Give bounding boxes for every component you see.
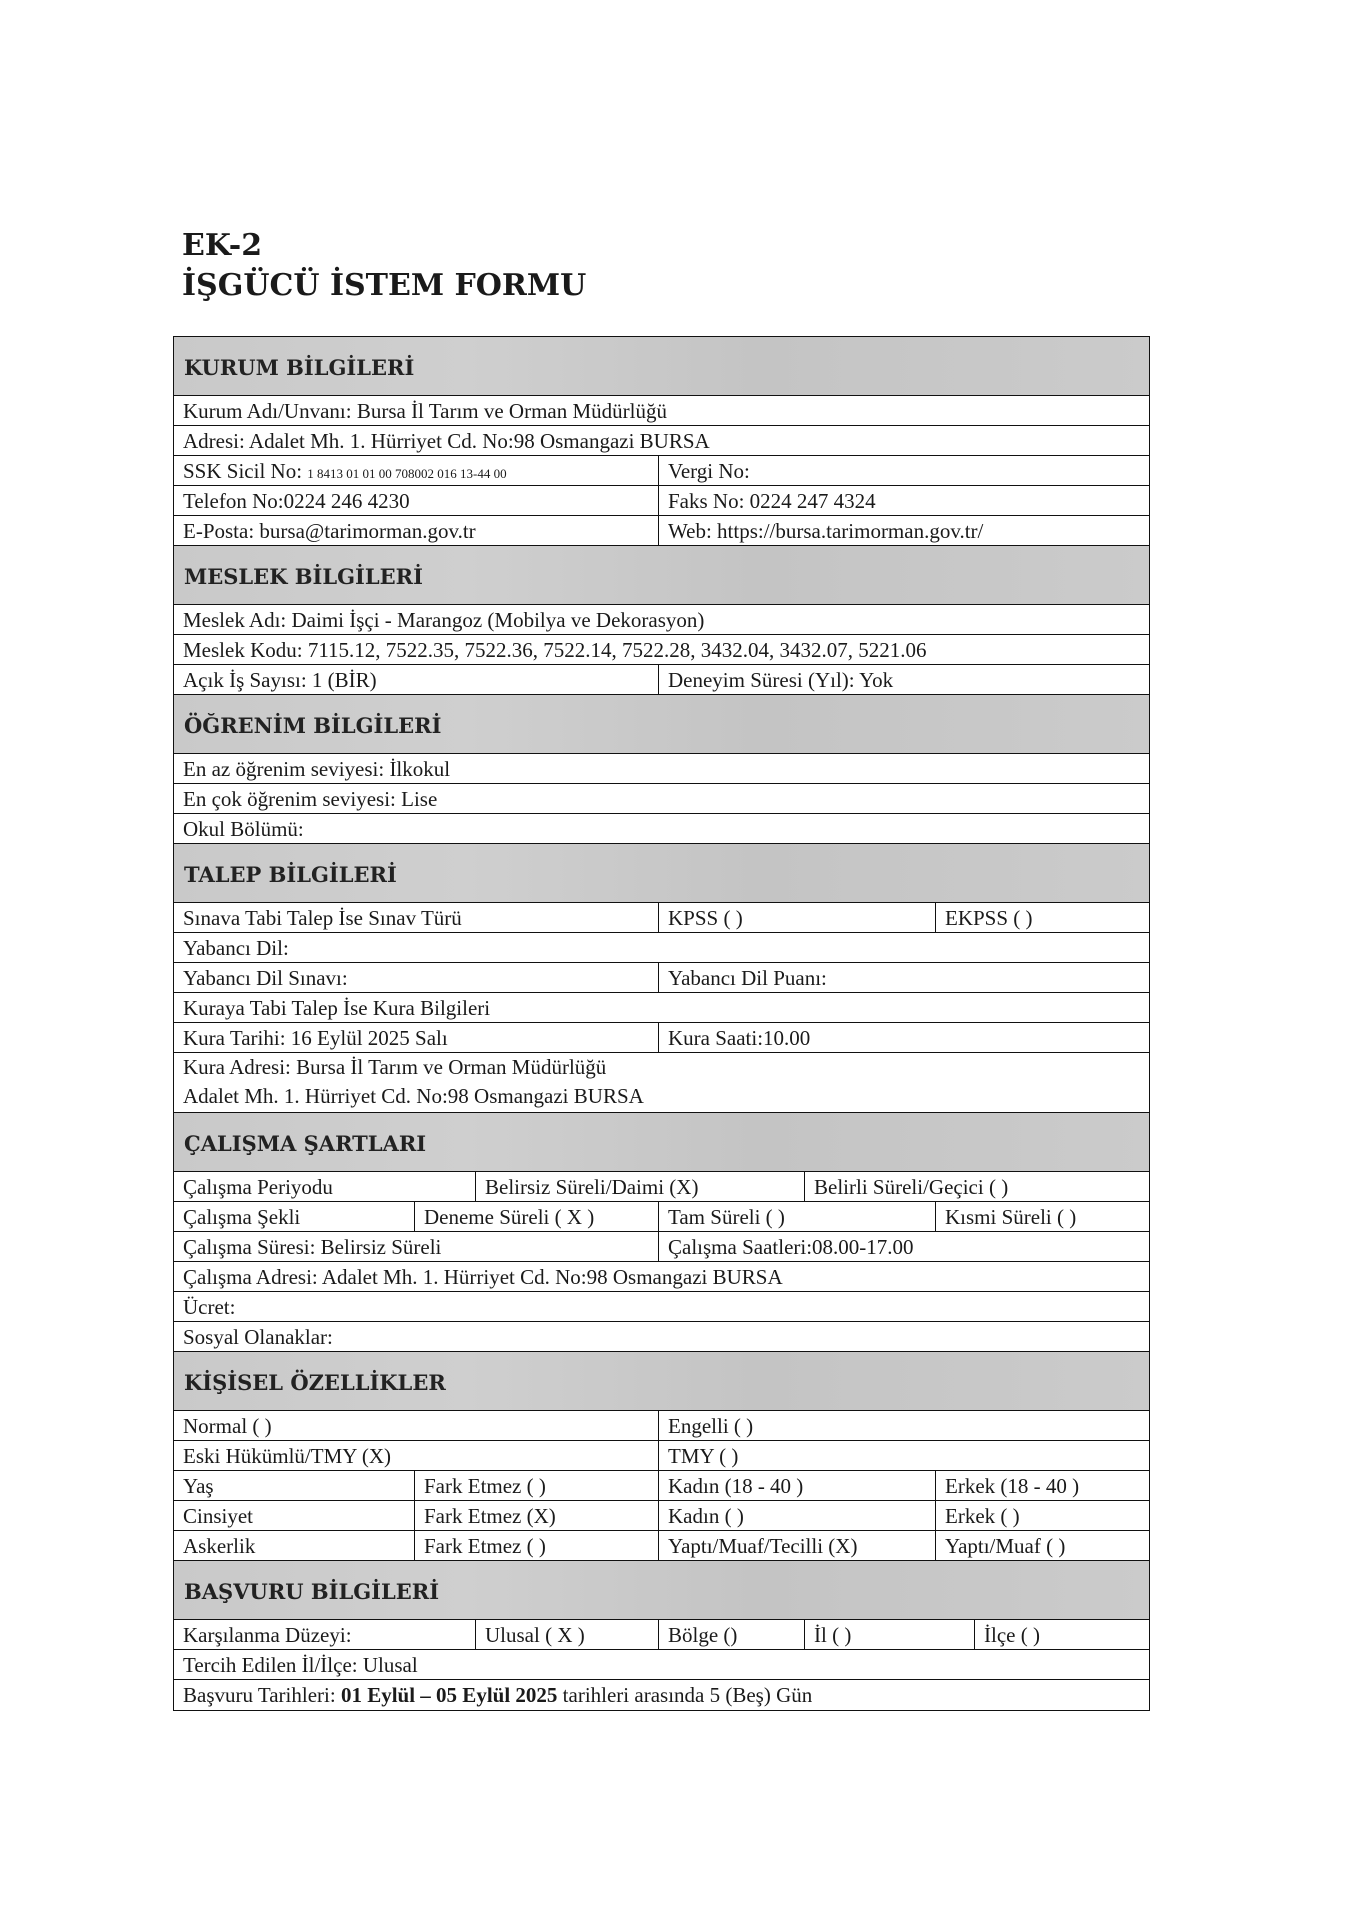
ucret: Ücret:: [183, 1295, 236, 1319]
okul-bolumu: Okul Bölümü:: [183, 817, 304, 841]
telefon-no: Telefon No:0224 246 4230: [183, 489, 410, 513]
meslek-kodu: Meslek Kodu: 7115.12, 7522.35, 7522.36, 7522.14, 7522.28, 3432.04, 3432.07, 5221.06: [183, 638, 927, 662]
kura-adresi-line-2: Adalet Mh. 1. Hürriyet Cd. No:98 Osmangazi BURSA: [183, 1084, 644, 1108]
il-option: İl ( ): [804, 1620, 974, 1649]
calisma-suresi: Çalışma Süresi: Belirsiz Süreli: [183, 1235, 442, 1259]
basvuru-tarih-araligi: 01 Eylül – 05 Eylül 2025: [340, 1683, 558, 1707]
cinsiyet-kadin: Kadın ( ): [658, 1501, 935, 1530]
askerlik-label: Askerlik: [183, 1534, 256, 1558]
kismi-sureli-option: Kısmi Süreli ( ): [935, 1202, 1149, 1231]
kura-bilgileri: Kuraya Tabi Talep İse Kura Bilgileri: [183, 996, 491, 1020]
vergi-no: Vergi No:: [658, 456, 1149, 485]
askerlik-yapti-muaf-tecilli: Yaptı/Muaf/Tecilli (X): [658, 1531, 935, 1560]
calisma-periyodu-label: Çalışma Periyodu: [183, 1175, 333, 1199]
calisma-saatleri: Çalışma Saatleri:08.00-17.00: [658, 1232, 1149, 1261]
kura-tarihi: Kura Tarihi: 16 Eylül 2025 Salı: [183, 1026, 448, 1050]
yas-label: Yaş: [183, 1474, 214, 1498]
section-heading-meslek: MESLEK BİLGİLERİ: [174, 546, 1149, 605]
kura-adresi: [174, 1053, 1149, 1112]
en-az-ogrenim: En az öğrenim seviyesi: İlkokul: [183, 757, 451, 781]
askerlik-fark-etmez: Fark Etmez ( ): [414, 1531, 658, 1560]
cinsiyet-fark-etmez: Fark Etmez (X): [414, 1501, 658, 1530]
askerlik-yapti-muaf: Yaptı/Muaf ( ): [935, 1531, 1149, 1560]
form-title: İŞGÜCÜ İSTEM FORMU: [182, 268, 587, 303]
kurum-adi: Kurum Adı/Unvanı: Bursa İl Tarım ve Orman Müdürlüğü: [183, 399, 667, 423]
sosyal-olanaklar: Sosyal Olanaklar:: [183, 1325, 333, 1349]
engelli-option: Engelli ( ): [658, 1411, 1149, 1440]
annex-label: EK-2: [182, 228, 263, 263]
cinsiyet-label: Cinsiyet: [183, 1504, 254, 1528]
ssk-sicil-no: SSK Sicil No: 1 8413 01 01 00 708002 016 13-44 00: [183, 459, 507, 483]
yabanci-dil-sinavi: Yabancı Dil Sınavı:: [183, 966, 348, 990]
tam-sureli-option: Tam Süreli ( ): [658, 1202, 935, 1231]
deneme-sureli-option: Deneme Süreli ( X ): [414, 1202, 658, 1231]
section-heading-basvuru: BAŞVURU BİLGİLERİ: [174, 1561, 1149, 1620]
yabanci-dil: Yabancı Dil:: [183, 936, 289, 960]
ilce-option: İlçe ( ): [974, 1620, 1149, 1649]
yabanci-dil-puani: Yabancı Dil Puanı:: [658, 963, 1149, 992]
yas-kadin: Kadın (18 - 40 ): [658, 1471, 935, 1500]
bolge-option: Bölge (): [658, 1620, 804, 1649]
acik-is-sayisi: Açık İş Sayısı: 1 (BİR): [183, 668, 377, 692]
cinsiyet-erkek: Erkek ( ): [935, 1501, 1149, 1530]
kpss-option: KPSS ( ): [658, 903, 935, 932]
ulusal-option: Ulusal ( X ): [475, 1620, 658, 1649]
section-heading-kurum: KURUM BİLGİLERİ: [174, 337, 1149, 396]
eski-hukumlu-option: Eski Hükümlü/TMY (X): [183, 1444, 392, 1468]
e-posta: E-Posta: bursa@tarimorman.gov.tr: [183, 519, 476, 543]
sinav-turu-label: Sınava Tabi Talep İse Sınav Türü: [183, 906, 462, 930]
ekpss-option: EKPSS ( ): [935, 903, 1149, 932]
section-heading-ogrenim: ÖĞRENİM BİLGİLERİ: [174, 695, 1149, 754]
belirsiz-sureli-option: Belirsiz Süreli/Daimi (X): [475, 1172, 804, 1201]
tercih-edilen-il-ilce: Tercih Edilen İl/İlçe: Ulusal: [183, 1653, 418, 1677]
belirli-sureli-option: Belirli Süreli/Geçici ( ): [804, 1172, 1149, 1201]
yas-fark-etmez: Fark Etmez ( ): [414, 1471, 658, 1500]
normal-option: Normal ( ): [183, 1414, 272, 1438]
deneyim-suresi: Deneyim Süresi (Yıl): Yok: [658, 665, 1149, 694]
meslek-adi: Meslek Adı: Daimi İşçi - Marangoz (Mobilya ve Dekorasyon): [183, 608, 705, 632]
calisma-sekli-label: Çalışma Şekli: [183, 1205, 301, 1229]
calisma-adresi: Çalışma Adresi: Adalet Mh. 1. Hürriyet Cd. No:98 Osmangazi BURSA: [183, 1265, 783, 1289]
yas-erkek: Erkek (18 - 40 ): [935, 1471, 1149, 1500]
web-address: Web: https://bursa.tarimorman.gov.tr/: [658, 516, 1149, 545]
kurum-adres: Adresi: Adalet Mh. 1. Hürriyet Cd. No:98 Osmangazi BURSA: [183, 429, 710, 453]
basvuru-tarihleri: Başvuru Tarihleri: 01 Eylül – 05 Eylül 2025 tarihleri arasında 5 (Beş) Gün: [183, 1683, 813, 1707]
en-cok-ogrenim: En çok öğrenim seviyesi: Lise: [183, 787, 438, 811]
section-heading-calisma: ÇALIŞMA ŞARTLARI: [174, 1113, 1149, 1172]
section-heading-talep: TALEP BİLGİLERİ: [174, 844, 1149, 903]
faks-no: Faks No: 0224 247 4324: [658, 486, 1149, 515]
tmy-option: TMY ( ): [658, 1441, 1149, 1470]
karsilanma-duzeyi-label: Karşılanma Düzeyi:: [183, 1623, 352, 1647]
kura-adresi-line-1: Kura Adresi: Bursa İl Tarım ve Orman Müdürlüğü: [183, 1055, 607, 1079]
form-table: [173, 336, 1150, 1711]
kura-saati: Kura Saati:10.00: [658, 1023, 1149, 1052]
section-heading-kisisel: KİŞİSEL ÖZELLİKLER: [174, 1352, 1149, 1411]
